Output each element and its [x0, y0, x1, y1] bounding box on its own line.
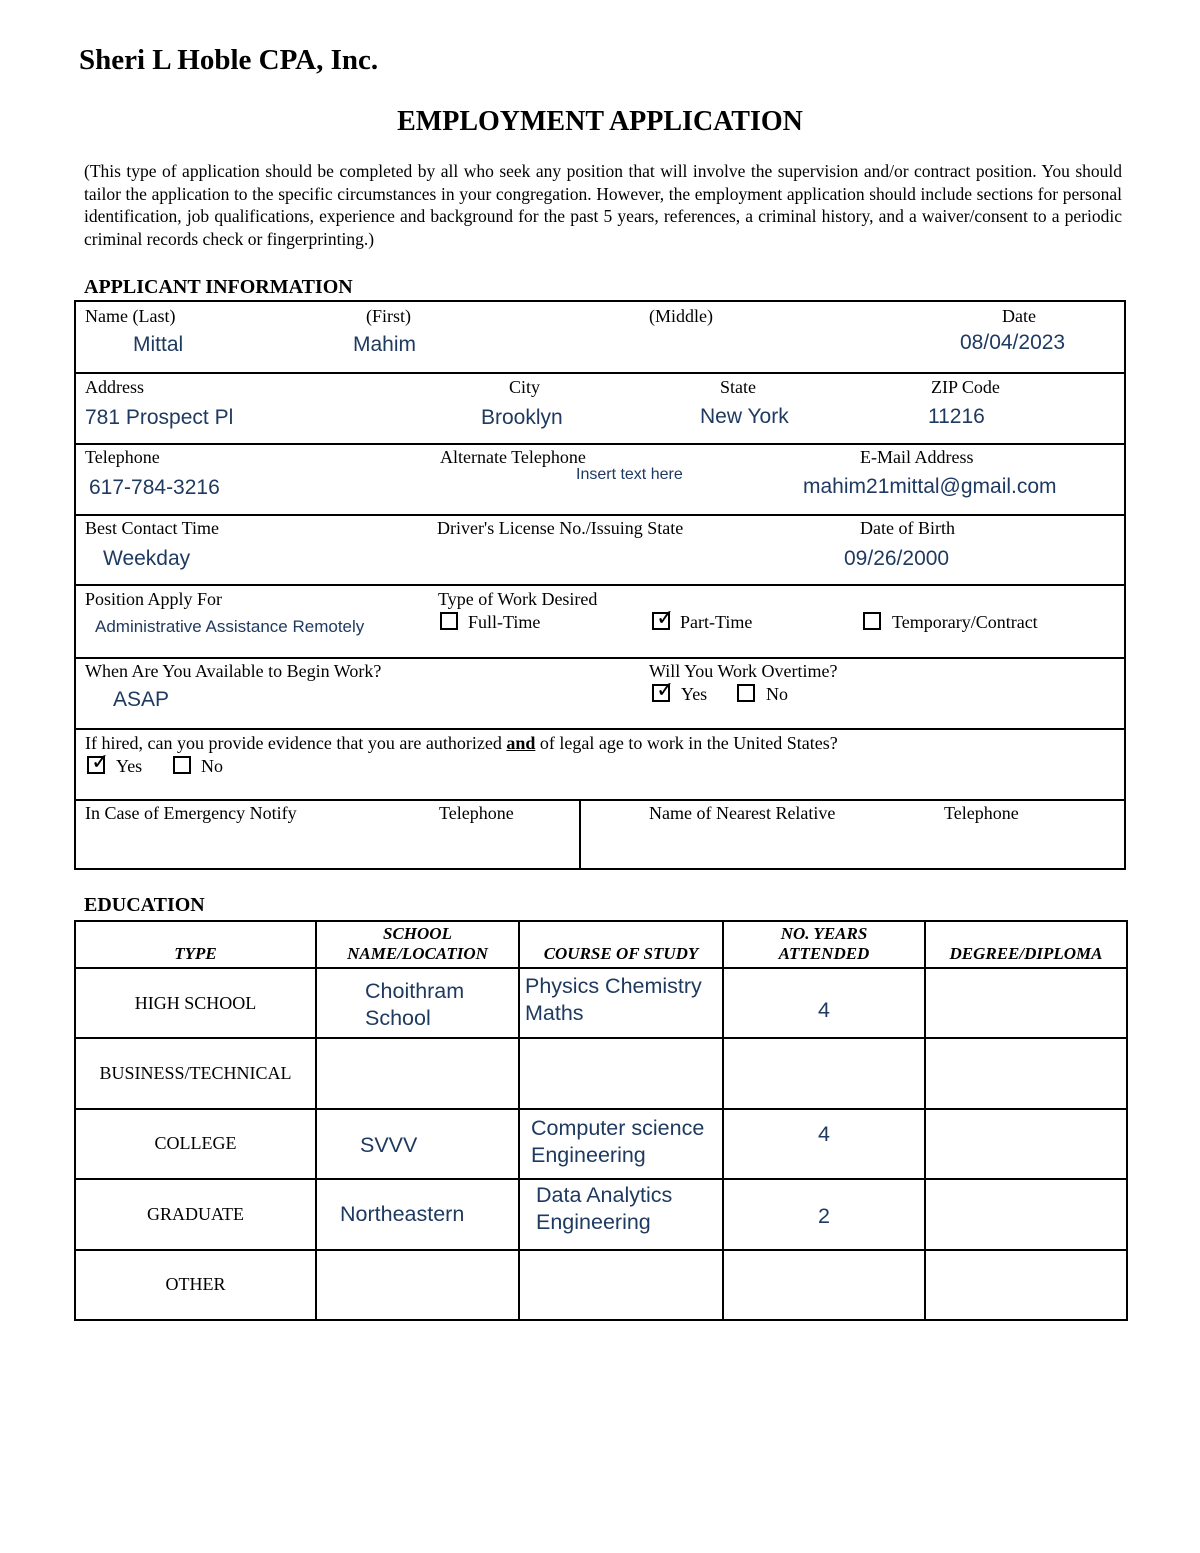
label-name-last: Name (Last)	[85, 306, 176, 326]
course-value: Data Analytics Engineering	[536, 1183, 673, 1235]
dob-field[interactable]: 09/26/2000	[844, 547, 950, 570]
school-value: SVVV	[360, 1133, 418, 1158]
table-row	[75, 968, 1127, 1038]
school-cell[interactable]	[316, 1038, 519, 1108]
label-overtime: Will You Work Overtime?	[649, 661, 838, 681]
table-row	[75, 1179, 1127, 1249]
applicant-form	[74, 300, 1126, 870]
school-cell[interactable]	[316, 1179, 519, 1249]
label-first: (First)	[366, 306, 411, 326]
school-cell[interactable]	[316, 1109, 519, 1179]
label-authorized-no: No	[201, 756, 223, 776]
last-name-field[interactable]: Mittal	[133, 333, 184, 356]
header-degree: DEGREE/DIPLOMA	[925, 921, 1127, 968]
header-years: NO. YEARS ATTENDED	[723, 921, 925, 968]
degree-cell[interactable]	[925, 1109, 1127, 1179]
row-divider	[76, 799, 1124, 801]
first-name-field[interactable]: Mahim	[353, 333, 417, 356]
degree-cell[interactable]	[925, 968, 1127, 1038]
row-type: HIGH SCHOOL	[75, 968, 316, 1038]
label-email: E-Mail Address	[860, 447, 974, 467]
years-cell[interactable]	[723, 1038, 925, 1108]
label-available: When Are You Available to Begin Work?	[85, 661, 382, 681]
label-best-contact: Best Contact Time	[85, 518, 220, 538]
course-value: Physics Chemistry Maths	[525, 974, 702, 1026]
label-full-time: Full-Time	[468, 612, 541, 632]
best-contact-field[interactable]: Weekday	[103, 547, 191, 570]
years-value: 2	[818, 1203, 830, 1228]
education-header-row	[75, 921, 1127, 968]
temporary-checkbox[interactable]	[863, 612, 881, 630]
label-work-type: Type of Work Desired	[438, 589, 598, 609]
header-type: TYPE	[75, 921, 316, 968]
row-divider	[76, 584, 1124, 586]
label-emergency: In Case of Emergency Notify	[85, 803, 297, 823]
city-field[interactable]: Brooklyn	[481, 406, 563, 429]
header-course: COURSE OF STUDY	[519, 921, 723, 968]
row-divider	[76, 372, 1124, 374]
course-cell[interactable]	[519, 1038, 723, 1108]
course-cell[interactable]	[519, 1250, 723, 1320]
label-position: Position Apply For	[85, 589, 223, 609]
label-relative: Name of Nearest Relative	[649, 803, 836, 823]
table-row	[75, 1038, 1127, 1108]
years-value: 4	[818, 997, 830, 1022]
row-type: COLLEGE	[75, 1109, 316, 1179]
column-divider	[579, 799, 581, 870]
years-value: 4	[818, 1122, 830, 1147]
part-time-checkbox[interactable]: ✓	[652, 612, 670, 630]
company-name: Sheri L Hoble CPA, Inc.	[79, 44, 379, 76]
school-cell[interactable]	[316, 968, 519, 1038]
overtime-yes-checkbox[interactable]: ✓	[652, 684, 670, 702]
degree-cell[interactable]	[925, 1250, 1127, 1320]
course-value: Computer science Engineering	[531, 1115, 705, 1167]
row-divider	[76, 657, 1124, 659]
years-cell[interactable]	[723, 1179, 925, 1249]
position-field[interactable]: Administrative Assistance Remotely	[95, 617, 365, 636]
overtime-no-checkbox[interactable]	[737, 684, 755, 702]
school-value: Choithram School	[365, 979, 465, 1031]
label-state: State	[720, 377, 756, 397]
years-cell[interactable]	[723, 1109, 925, 1179]
school-cell[interactable]	[316, 1250, 519, 1320]
document-title: EMPLOYMENT APPLICATION	[397, 106, 803, 137]
degree-cell[interactable]	[925, 1038, 1127, 1108]
education-section-title: EDUCATION	[84, 894, 205, 916]
label-temporary: Temporary/Contract	[892, 612, 1038, 632]
state-field[interactable]: New York	[700, 405, 789, 428]
label-drivers-license: Driver's License No./Issuing State	[437, 518, 684, 538]
email-field[interactable]: mahim21mittal@gmail.com	[803, 475, 1057, 498]
full-time-checkbox[interactable]	[440, 612, 458, 630]
row-type: BUSINESS/TECHNICAL	[75, 1038, 316, 1108]
label-middle: (Middle)	[649, 306, 713, 326]
label-authorized-yes: Yes	[116, 756, 143, 776]
intro-text: (This type of application should be completed by all who seek any position that will involve the supervision and/or contract position. You should tailor the application to the specific circumstances in your congregation. However, the employment application should include sections for personal identification, job qualifications, experience and background for the past 5 years, references, a criminal history, and a waiver/consent to a periodic criminal records check or fingerprinting.)	[84, 161, 1122, 250]
label-emergency-phone: Telephone	[439, 803, 514, 823]
telephone-field[interactable]: 617-784-3216	[89, 476, 220, 499]
available-field[interactable]: ASAP	[113, 688, 170, 711]
years-cell[interactable]	[723, 968, 925, 1038]
table-row	[75, 1250, 1127, 1320]
course-cell[interactable]	[519, 1179, 723, 1249]
degree-cell[interactable]	[925, 1179, 1127, 1249]
years-cell[interactable]	[723, 1250, 925, 1320]
course-cell[interactable]	[519, 968, 723, 1038]
row-type: GRADUATE	[75, 1179, 316, 1249]
label-part-time: Part-Time	[680, 612, 753, 632]
row-divider	[76, 728, 1124, 730]
row-type: OTHER	[75, 1250, 316, 1320]
label-dob: Date of Birth	[860, 518, 955, 538]
authorized-question: If hired, can you provide evidence that you are authorized and of legal age to work in the United States?	[85, 733, 838, 753]
label-address: Address	[85, 377, 144, 397]
label-overtime-yes: Yes	[681, 684, 708, 704]
label-telephone: Telephone	[85, 447, 160, 467]
label-zip: ZIP Code	[931, 377, 1000, 397]
course-cell[interactable]	[519, 1109, 723, 1179]
zip-field[interactable]: 11216	[928, 405, 985, 428]
table-row	[75, 1109, 1127, 1179]
school-value: Northeastern	[340, 1201, 465, 1226]
authorized-no-checkbox[interactable]	[173, 756, 191, 774]
address-field[interactable]: 781 Prospect Pl	[85, 406, 234, 429]
education-table	[74, 920, 1128, 1321]
label-alt-telephone: Alternate Telephone	[440, 447, 586, 467]
row-divider	[76, 514, 1124, 516]
applicant-section-title: APPLICANT INFORMATION	[84, 276, 353, 298]
label-relative-phone: Telephone	[944, 803, 1019, 823]
row-divider	[76, 443, 1124, 445]
alt-telephone-field[interactable]: Insert text here	[576, 466, 683, 483]
label-date: Date	[1002, 306, 1036, 326]
authorized-yes-checkbox[interactable]: ✓	[87, 756, 105, 774]
label-city: City	[509, 377, 541, 397]
date-field[interactable]: 08/04/2023	[960, 331, 1066, 354]
header-school: SCHOOL NAME/LOCATION	[316, 921, 519, 968]
label-overtime-no: No	[766, 684, 788, 704]
